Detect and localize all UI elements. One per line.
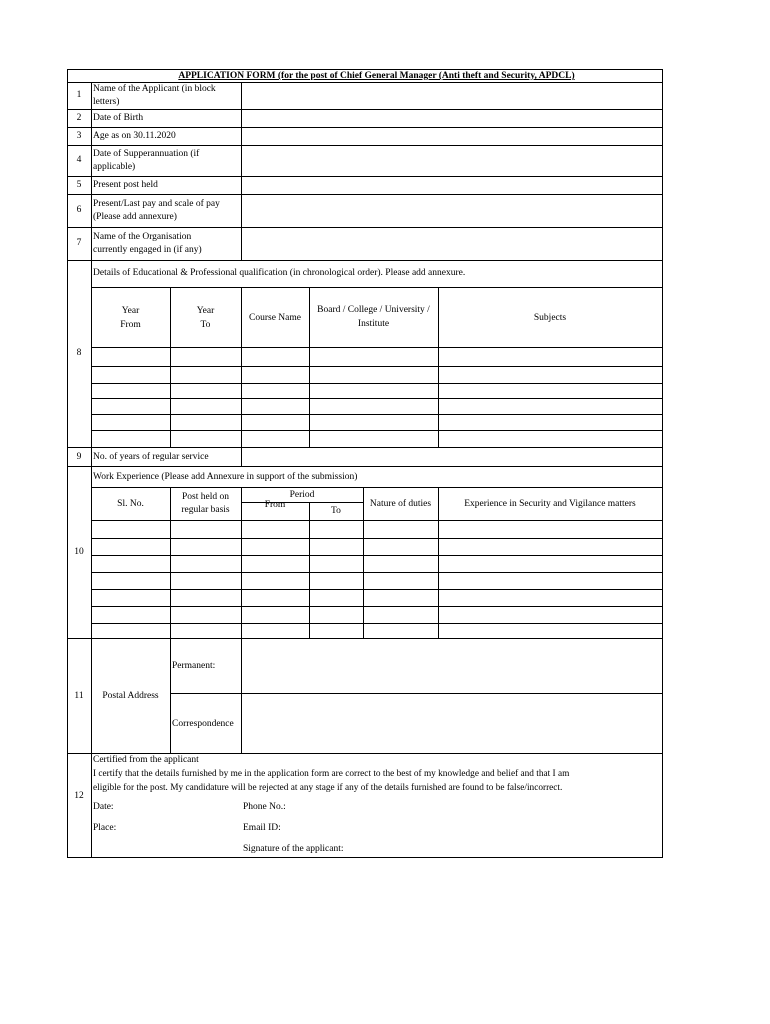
work-row-line: [91, 589, 663, 590]
edu-col-year-from: Year: [121, 306, 140, 316]
work-row-line: [91, 606, 663, 607]
work-row-line: [91, 538, 663, 539]
organisation-label: Name of the Organisation: [93, 232, 192, 242]
row-sep: [67, 466, 663, 467]
permanent-address-field[interactable]: [242, 639, 662, 693]
work-row-line: [91, 623, 663, 624]
row-sep: [67, 260, 663, 261]
row-number: 11: [74, 691, 84, 701]
row-number: 7: [76, 238, 82, 248]
organisation-field[interactable]: [242, 228, 662, 260]
age-field[interactable]: [242, 128, 662, 145]
edu-col-board: Board / College / University /: [317, 305, 430, 315]
pay-scale-field[interactable]: [242, 195, 662, 227]
education-heading: Details of Educational & Professional qualification (in chronological order). Please add annexure.: [93, 268, 466, 278]
edu-header-bottom: [91, 347, 663, 348]
email-label: Email ID:: [243, 823, 281, 833]
permanent-label: Permanent:: [172, 661, 216, 671]
row-number: 2: [76, 113, 82, 123]
work-col-from: From: [264, 500, 286, 510]
work-col-nature: Nature of duties: [369, 499, 432, 509]
edu-row-line: [91, 398, 663, 399]
edu-row-line: [91, 430, 663, 431]
work-row-line: [91, 555, 663, 556]
row-number: 10: [74, 547, 84, 557]
pay-scale-label: Present/Last pay and scale of pay: [93, 199, 220, 209]
edu-col-year-to: Year: [196, 306, 215, 316]
edu-col-year-from-2: From: [120, 320, 141, 330]
edu-col-board-2: Institute: [357, 319, 390, 329]
superannuation-label-2: applicable): [93, 162, 136, 172]
service-years-label: No. of years of regular service: [93, 452, 209, 462]
certification-statement: I certify that the details furnished by me in the application form are correct to the best of my knowledge and belief and that I am: [93, 769, 570, 779]
row-number: 5: [76, 180, 82, 190]
work-col-post-2: regular basis: [181, 505, 230, 515]
work-col-sl: Sl. No.: [117, 499, 144, 509]
service-years-field[interactable]: [242, 448, 662, 466]
work-col-line: [309, 502, 310, 638]
work-row-line: [91, 572, 663, 573]
present-post-label: Present post held: [93, 180, 158, 190]
superannuation-label: Date of Supperannuation (if: [93, 149, 200, 159]
edu-row-line: [91, 366, 663, 367]
certified-heading: Certified from the applicant: [93, 755, 199, 765]
correspondence-address-field[interactable]: [242, 694, 662, 753]
date-label: Date:: [93, 802, 114, 812]
row-number: 8: [76, 348, 82, 358]
edu-col-line: [438, 287, 439, 447]
work-col-period: Period: [289, 490, 315, 500]
work-experience-heading: Work Experience (Please add Annexure in support of the submission): [93, 472, 358, 482]
edu-row-line: [91, 383, 663, 384]
pay-scale-label-2: (Please add annexure): [93, 212, 177, 222]
row-number: 1: [76, 90, 82, 100]
dob-label: Date of Birth: [93, 113, 144, 123]
row-number: 12: [74, 791, 84, 801]
row-number: 4: [76, 155, 82, 165]
applicant-name-field[interactable]: [242, 83, 662, 109]
work-header-bottom: [91, 520, 663, 521]
applicant-name-label-2: letters): [93, 97, 120, 107]
dob-field[interactable]: [242, 110, 662, 127]
work-col-experience: Experience in Security and Vigilance matters: [464, 499, 636, 509]
work-header-top: [91, 487, 663, 488]
edu-col-year-to-2: To: [200, 320, 211, 330]
border-right: [662, 69, 663, 858]
place-label: Place:: [93, 823, 117, 833]
applicant-name-label: Name of the Applicant (in block: [93, 84, 216, 94]
border-bottom: [67, 857, 663, 858]
superannuation-field[interactable]: [242, 146, 662, 176]
form-title: APPLICATION FORM (for the post of Chief General Manager (Anti theft and Security, APDCL): [178, 71, 575, 81]
phone-label: Phone No.:: [243, 802, 286, 812]
present-post-field[interactable]: [242, 177, 662, 194]
edu-col-subjects: Subjects: [533, 313, 567, 323]
work-col-post: Post held on: [182, 492, 229, 502]
certification-statement-2: eligible for the post. My candidature will be rejected at any stage if any of the details furnished are found to be false/incorrect.: [93, 783, 563, 793]
organisation-label-2: currently engaged in (if any): [93, 245, 202, 255]
edu-col-line: [241, 287, 242, 447]
row-number: 6: [76, 205, 82, 215]
row-number: 3: [76, 131, 82, 141]
work-col-to: To: [331, 506, 341, 516]
age-label: Age as on 30.11.2020: [93, 131, 176, 141]
postal-address-label: Postal Address: [102, 691, 159, 701]
address-divider-1: [170, 638, 171, 753]
signature-label: Signature of the applicant:: [243, 844, 344, 854]
number-column-divider: [91, 82, 92, 858]
edu-row-line: [91, 414, 663, 415]
edu-header-top: [91, 287, 663, 288]
correspondence-label: Correspondence: [172, 719, 234, 729]
edu-col-course: Course Name: [249, 313, 301, 323]
row-number: 9: [76, 452, 82, 462]
